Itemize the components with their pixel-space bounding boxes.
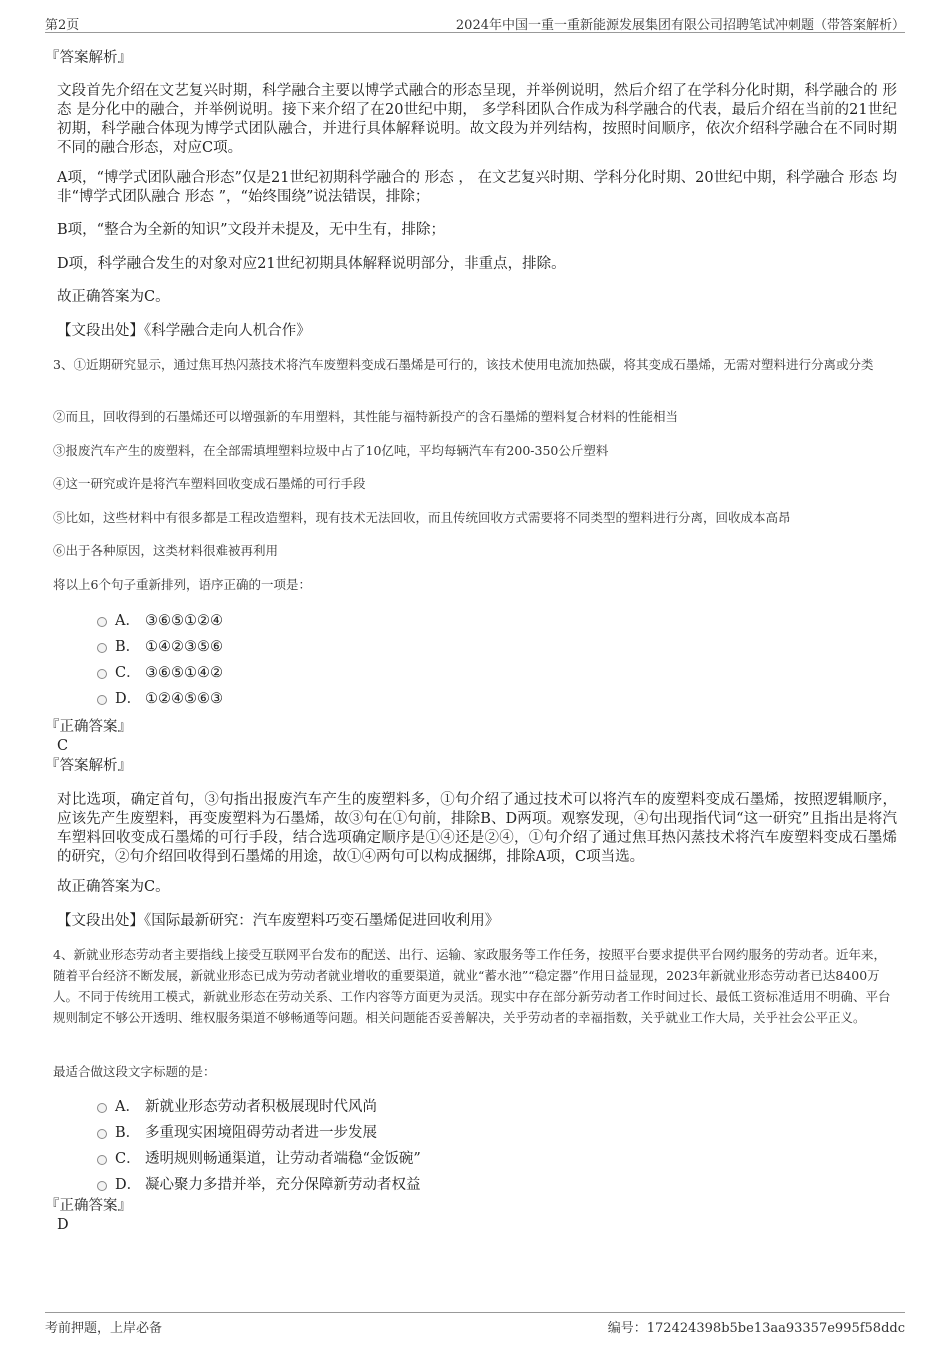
q4-prompt: 最适合做这段文字标题的是： [53,1064,216,1079]
radio-icon[interactable] [97,669,107,679]
q3-source: 【文段出处】《国际最新研究：汽车废塑料巧变石墨烯促进回收利用》 [57,913,500,929]
q2-analysis-text: 文段首先介绍在文艺复兴时期，科学融合主要以博学式融合的形态呈现，并举例说明，然后介绍了在学科分化时期，科学融合的 形态 是分化中的融合，并举例说明。接下来介绍了在20世纪中期， 多学科团队合作成为科学融合的代表，最后介绍在当前的21世纪初期，科学融合体现为博学式团队融合，并进行具体解释说明。故文段为并列结构，按照时间顺序，依次介绍科学融合在不同时期不同的融合形态，对应C项。 [57,83,897,156]
option-label: B． [115,1125,141,1141]
option-label: A． [115,613,140,629]
q2-option-a-note: A项，“博学式团队融合形态”仅是21世纪初期科学融合的 形态 ， 在文艺复兴时期、学科分化时期、20世纪中期，科学融合 形态 均非“博学式团队融合 形态 ”，“始终围绕”说法错误，排除； [57,170,897,205]
q4-option-c[interactable] [45,1146,895,1172]
q3-analysis-label: 『答案解析』 [45,758,132,774]
option-text: ③⑥⑤①④② [145,665,223,681]
q3-sentence-5: ⑤比如，这些材料中有很多都是工程改造塑料，现有技术无法回收，而且传统回收方式需要将不同类型的塑料进行分离，回收成本高昂 [53,510,791,525]
q3-analysis-text: 对比选项，确定首句，③句指出报废汽车产生的废塑料多，①句介绍了通过技术可以将汽车的废塑料变成石墨烯，按照逻辑顺序，应该先产生废塑料，再变废塑料为石墨烯，故③句在①句前，排除B、D两项。观察发现，④句出现指代词“这一研究”且指出是将汽车塑料回收变成石墨烯的可行手段，结合选项确定顺序是①④还是②④，①句介绍了通过焦耳热闪蒸技术将汽车废塑料变成石墨烯的研究，②句介绍回收得到石墨烯的用途，故①④两句可以构成捆绑，排除A项，C项当选。 [57,792,897,865]
option-label: C． [115,665,141,681]
option-text: ③⑥⑤①②④ [145,613,223,629]
radio-icon[interactable] [97,643,107,653]
option-label: D． [115,1177,142,1193]
option-label: D． [115,691,142,707]
q3-answer-label: 『正确答案』 [45,719,132,735]
q2-source: 【文段出处】《科学融合走向人机合作》 [57,323,311,339]
page-header [45,10,905,33]
option-text: ①②④⑤⑥③ [145,691,223,707]
q3-prompt: 将以上6个句子重新排列，语序正确的一项是： [53,577,311,592]
radio-icon[interactable] [97,1155,107,1165]
page-footer [45,1312,905,1335]
radio-icon[interactable] [97,617,107,627]
q3-sentence-3: ③报废汽车产生的废塑料，在全部需填埋塑料垃圾中占了10亿吨，平均每辆汽车有200-350公斤塑料 [53,443,609,458]
radio-icon[interactable] [97,1103,107,1113]
q3-sentence-6: ⑥出于各种原因，这类材料很难被再利用 [53,543,279,558]
q3-option-a[interactable] [45,608,895,634]
q3-sentence-2: ②而且，回收得到的石墨烯还可以增强新的车用塑料，其性能与福特新投产的含石墨烯的塑料复合材料的性能相当 [53,409,679,424]
q3-option-b[interactable] [45,634,895,660]
q4-answer-label: 『正确答案』 [45,1198,132,1214]
q2-option-d-note: D项，科学融合发生的对象对应21世纪初期具体解释说明部分，非重点，排除。 [57,256,566,272]
q3-answer: C [57,738,69,754]
q4-option-d[interactable] [45,1172,895,1198]
q2-option-b-note: B项，“整合为全新的知识”文段并未提及，无中生有，排除； [57,222,445,238]
radio-icon[interactable] [97,695,107,705]
option-label: B． [115,639,141,655]
q3-sentence-1: 3、①近期研究显示，通过焦耳热闪蒸技术将汽车废塑料变成石墨烯是可行的，该技术使用电流加热碳，将其变成石墨烯，无需对塑料进行分离或分类 [53,357,874,372]
option-text: 新就业形态劳动者积极展现时代风尚 [145,1099,377,1115]
q3-sentence-4: ④这一研究或许是将汽车塑料回收变成石墨烯的可行手段 [53,476,366,491]
q4-answer: D [57,1217,69,1233]
option-label: A． [115,1099,140,1115]
q2-analysis-label: 『答案解析』 [45,50,132,66]
option-label: C． [115,1151,141,1167]
footer-slogan: 考前押题，上岸必备 [45,1321,163,1336]
radio-icon[interactable] [97,1129,107,1139]
q4-option-b[interactable] [45,1120,895,1146]
q4-stem: 4、新就业形态劳动者主要指线上接受互联网平台发布的配送、出行、运输、家政服务等工作任务，按照平台要求提供平台网约服务的劳动者。近年来，随着平台经济不断发展，新就业形态已成为劳动者就业增收的重要渠道，就业“蓄水池”“稳定器”作用日益显现，2023年新就业形态劳动者已达8400万人。不同于传统用工模式，新就业形态在劳动关系、工作内容等方面更为灵活。现实中存在部分新劳动者工作时间过长、最低工资标准适用不明确、平台规则制定不够公开透明、维权服务渠道不够畅通等问题。相关问题能否妥善解决，关乎劳动者的幸福指数，关乎就业工作大局，关乎社会公平正义。 [53,947,891,1025]
q3-option-c[interactable] [45,660,895,686]
q3-option-d[interactable] [45,686,895,712]
q2-conclusion: 故正确答案为C。 [57,289,170,305]
page-number: 第2页 [45,18,80,33]
document-id: 编号：172424398b5be13aa93357e995f58ddc [607,1321,905,1336]
option-text: 多重现实困境阻碍劳动者进一步发展 [145,1125,377,1141]
option-text: 凝心聚力多措并举，充分保障新劳动者权益 [145,1177,421,1193]
q4-option-a[interactable] [45,1094,895,1120]
q3-conclusion: 故正确答案为C。 [57,879,170,895]
radio-icon[interactable] [97,1181,107,1191]
document-title: 2024年中国一重一重新能源发展集团有限公司招聘笔试冲刺题（带答案解析） [455,18,905,33]
option-text: ①④②③⑤⑥ [145,639,223,655]
option-text: 透明规则畅通渠道，让劳动者端稳“金饭碗” [145,1151,421,1167]
